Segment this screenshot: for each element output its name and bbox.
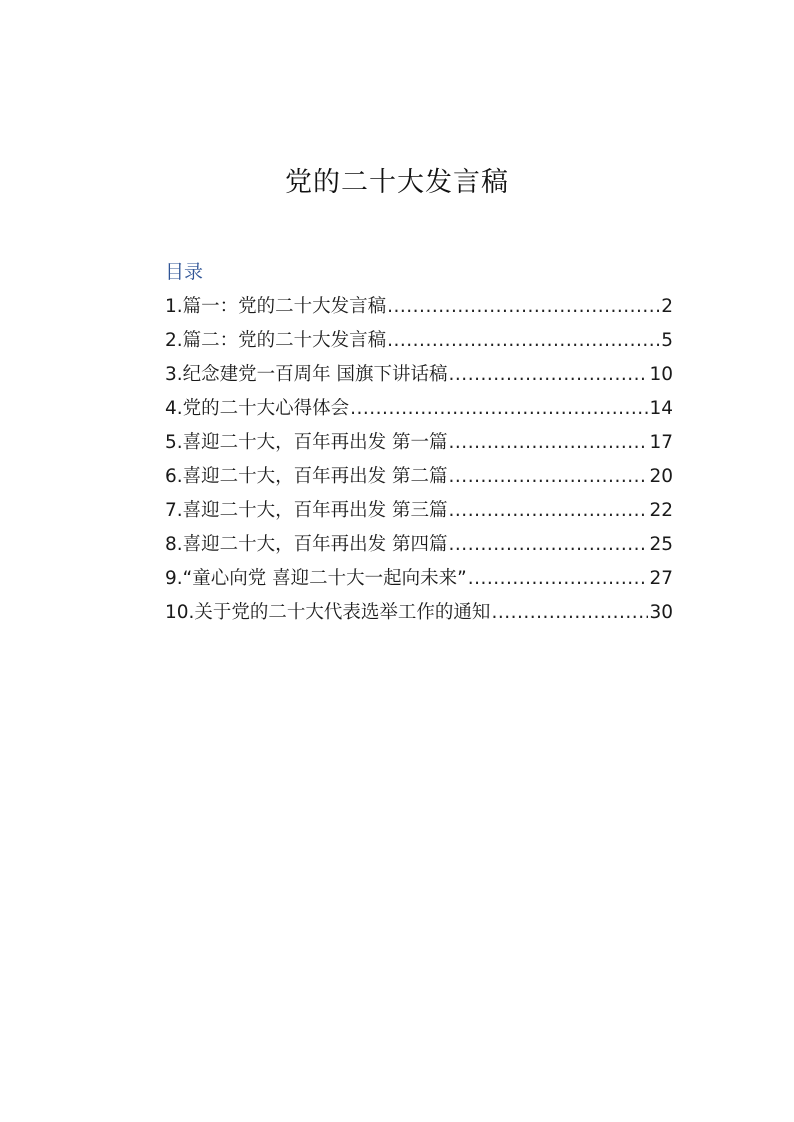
toc-leader-dots: [350, 398, 648, 419]
toc-entry[interactable]: [165, 394, 673, 428]
toc-leader-dots: [449, 364, 649, 385]
toc-entry-title: 5.喜迎二十大，百年再出发 第一篇: [165, 432, 448, 453]
toc-entry[interactable]: [165, 292, 673, 326]
toc-entry[interactable]: [165, 496, 673, 530]
toc-entry-page: 10: [649, 364, 673, 385]
toc-leader-dots: [387, 296, 660, 317]
toc-leader-dots: [449, 500, 649, 521]
toc-leader-dots: [449, 432, 649, 453]
toc-entry-page: 27: [649, 568, 673, 589]
toc-entry[interactable]: [165, 462, 673, 496]
toc-heading: 目录: [165, 261, 204, 283]
toc-entry-page: 22: [649, 500, 673, 521]
toc-entry-title: 2.篇二：党的二十大发言稿: [165, 330, 387, 351]
toc-entry-page: 2: [661, 296, 673, 317]
toc-entry[interactable]: [165, 530, 673, 564]
toc-entry[interactable]: [165, 564, 673, 598]
toc-leader-dots: [449, 466, 649, 487]
toc-entry[interactable]: [165, 598, 673, 632]
toc-entry-page: 30: [649, 602, 673, 623]
toc-leader-dots: [449, 534, 649, 555]
document-title: 党的二十大发言稿: [285, 167, 509, 198]
toc-leader-dots: [491, 602, 648, 623]
toc-entry[interactable]: [165, 360, 673, 394]
toc-entry-title: 6.喜迎二十大，百年再出发 第二篇: [165, 466, 448, 487]
toc-leader-dots: [468, 568, 649, 589]
table-of-contents: [165, 292, 673, 632]
toc-leader-dots: [387, 330, 660, 351]
toc-entry-title: 4.党的二十大心得体会: [165, 398, 350, 419]
toc-entry-page: 14: [649, 398, 673, 419]
toc-entry-title: 7.喜迎二十大，百年再出发 第三篇: [165, 500, 448, 521]
toc-entry-title: 3.纪念建党一百周年 国旗下讲话稿: [165, 364, 448, 385]
toc-entry-title: 1.篇一：党的二十大发言稿: [165, 296, 387, 317]
toc-entry-page: 5: [661, 330, 673, 351]
toc-entry-title: 10.关于党的二十大代表选举工作的通知: [165, 602, 491, 623]
toc-entry-page: 17: [649, 432, 673, 453]
toc-entry[interactable]: [165, 326, 673, 360]
toc-entry[interactable]: [165, 428, 673, 462]
toc-entry-title: 9.“童心向党 喜迎二十大一起向未来”: [165, 568, 467, 589]
toc-entry-page: 20: [649, 466, 673, 487]
toc-entry-title: 8.喜迎二十大，百年再出发 第四篇: [165, 534, 448, 555]
toc-entry-page: 25: [649, 534, 673, 555]
